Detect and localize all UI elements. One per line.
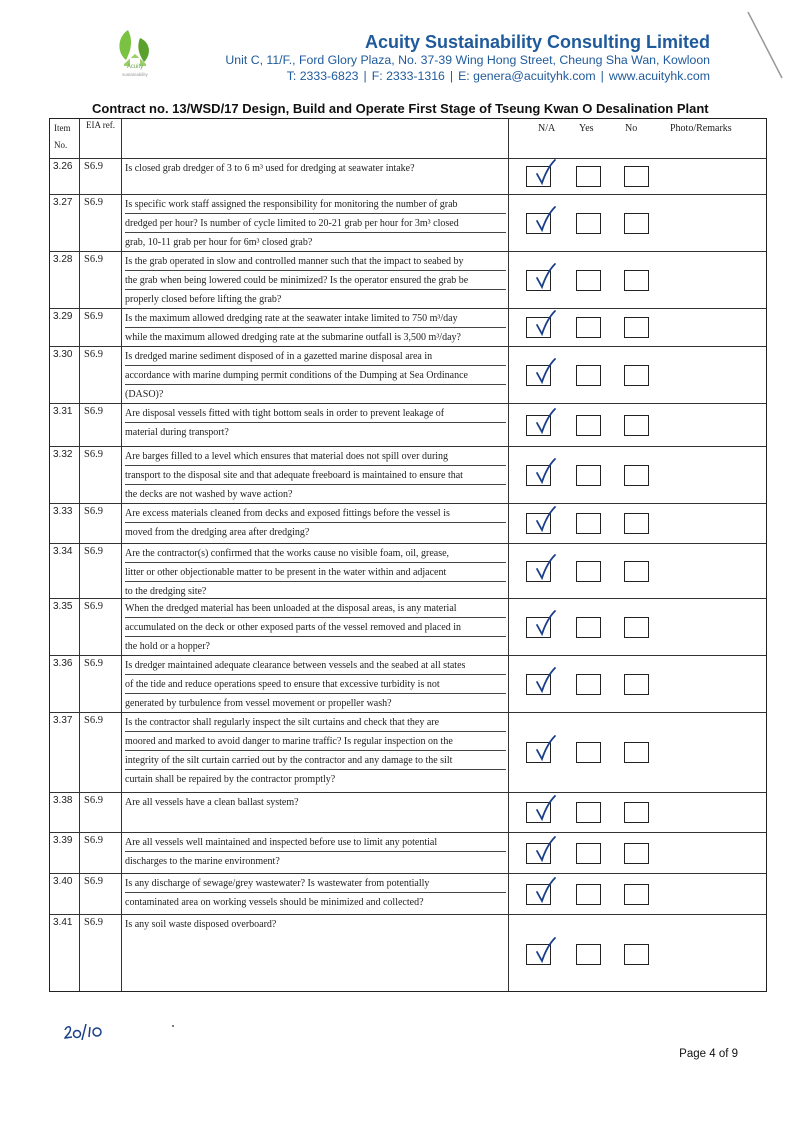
item-number: 3.39 [53,835,73,846]
item-number: 3.28 [53,254,73,265]
company-address: Unit C, 11/F., Ford Glory Plaza, No. 37-39 Wing Hong Street, Cheung Sha Wan, Kowloon [225,53,710,67]
eia-ref: S6.9 [84,449,103,460]
handwritten-date [62,1022,106,1042]
contract-title: Contract no. 13/WSD/17 Design, Build and Operate First Stage of Tseung Kwan O Desalination Plant [92,101,709,116]
question-line: When the dredged material has been unloaded at the disposal areas, is any material [125,599,506,618]
item-number: 3.34 [53,546,73,557]
no-checkbox[interactable] [624,317,649,338]
checkmark-icon [528,407,558,437]
eia-ref: S6.9 [84,254,103,265]
question-text [125,915,506,934]
question-line: litter or other objectionable matter to be present in the water within and adjacent [125,563,506,582]
yes-checkbox[interactable] [576,742,601,763]
yes-checkbox[interactable] [576,415,601,436]
no-checkbox[interactable] [624,465,649,486]
question-line: grab, 10-11 grab per hour for 6m³ closed grab? [125,237,313,248]
yes-checkbox[interactable] [576,317,601,338]
question-text [125,309,506,347]
header-item-no: Item No. [54,123,71,150]
question-text [125,713,506,789]
question-line: Is the grab operated in slow and controlled manner such that the impact to seabed by [125,252,506,271]
scan-edge-mark [740,10,790,80]
question-line: the decks are not washed by wave action? [125,489,293,500]
item-number: 3.33 [53,506,73,517]
question-line: generated by turbulence from vessel movement or propeller wash? [125,698,392,709]
question-line: to the dredging site? [125,586,207,597]
table-row [50,792,766,832]
item-number: 3.35 [53,601,73,612]
page-number: Page 4 of 9 [679,1048,738,1060]
eia-ref: S6.9 [84,917,103,928]
yes-checkbox[interactable] [576,465,601,486]
table-row [50,914,766,993]
question-line: accordance with marine dumping permit conditions of the Dumping at Sea Ordinance [125,366,506,385]
checkmark-icon [528,357,558,387]
question-text [125,347,506,404]
no-checkbox[interactable] [624,802,649,823]
question-text [125,656,506,713]
header-na: N/A [538,123,556,134]
question-text [125,874,506,912]
no-checkbox[interactable] [624,561,649,582]
no-checkbox[interactable] [624,513,649,534]
question-line: Is dredged marine sediment disposed of in a gazetted marine disposal area in [125,347,506,366]
eia-ref: S6.9 [84,876,103,887]
question-text [125,447,506,504]
checkmark-icon [528,505,558,535]
yes-checkbox[interactable] [576,213,601,234]
question-line: Is closed grab dredger of 3 to 6 m³ used for dredging at seawater intake? [125,163,415,174]
item-number: 3.41 [53,917,73,928]
table-row [50,832,766,873]
table-row [50,598,766,655]
checkmark-icon [528,205,558,235]
question-line: while the maximum allowed dredging rate at the submarine outfall is 3,500 m³/day? [125,332,461,343]
question-line: material during transport? [125,427,229,438]
table-row [50,712,766,792]
question-line: Is dredger maintained adequate clearance between vessels and the seabed at all states [125,656,506,675]
table-row [50,873,766,914]
fax: F: 2333-1316 [371,69,445,83]
question-line: Is any discharge of sewage/grey wastewater? Is wastewater from potentially [125,874,506,893]
email: E: genera@acuityhk.com [458,69,596,83]
eia-ref: S6.9 [84,658,103,669]
checkmark-icon [528,309,558,339]
item-number: 3.36 [53,658,73,669]
table-row [50,251,766,308]
question-text [125,599,506,656]
company-contact: T: 2333-6823 | F: 2333-1316 | E: genera@acuityhk.com | www.acuityhk.com [286,69,710,83]
checklist-table [49,118,767,992]
logo-subtext: sustainability [122,72,148,77]
question-text [125,544,506,601]
question-line: Is any soil waste disposed overboard? [125,919,277,930]
eia-ref: S6.9 [84,349,103,360]
table-row [50,194,766,251]
table-row [50,346,766,403]
eia-ref: S6.9 [84,406,103,417]
no-checkbox[interactable] [624,270,649,291]
item-number: 3.31 [53,406,73,417]
question-line: moored and marked to avoid danger to marine traffic? Is regular inspection on the [125,732,506,751]
website: www.acuityhk.com [608,69,710,83]
header-yes: Yes [579,123,594,134]
table-row [50,308,766,346]
question-line: Are barges filled to a level which ensures that material does not spill over during [125,447,506,466]
checkmark-icon [528,876,558,906]
item-number: 3.30 [53,349,73,360]
question-line: Are all vessels have a clean ballast system? [125,797,299,808]
question-line: accumulated on the deck or other exposed parts of the vessel removed and placed in [125,618,506,637]
question-line: discharges to the marine environment? [125,856,280,867]
no-checkbox[interactable] [624,365,649,386]
question-line: curtain shall be repaired by the contractor promptly? [125,774,336,785]
yes-checkbox[interactable] [576,365,601,386]
item-number: 3.37 [53,715,73,726]
question-line: moved from the dredging area after dredging? [125,527,310,538]
question-line: integrity of the silt curtain carried out by the contractor and any damage to the silt [125,751,506,770]
no-checkbox[interactable] [624,415,649,436]
checkmark-icon [528,262,558,292]
item-number: 3.26 [53,161,73,172]
table-row [50,158,766,194]
no-checkbox[interactable] [624,884,649,905]
item-number: 3.32 [53,449,73,460]
eia-ref: S6.9 [84,161,103,172]
question-line: transport to the disposal site and that adequate freeboard is maintained to ensure that [125,466,506,485]
no-checkbox[interactable] [624,742,649,763]
eia-ref: S6.9 [84,506,103,517]
checkmark-icon [528,734,558,764]
yes-checkbox[interactable] [576,561,601,582]
question-text [125,404,506,442]
header-no: No [625,123,638,134]
scan-speck [172,1025,174,1027]
yes-checkbox[interactable] [576,166,601,187]
no-checkbox[interactable] [624,674,649,695]
question-line: (DASO)? [125,389,164,400]
eia-ref: S6.9 [84,197,103,208]
checkmark-icon [528,553,558,583]
eia-ref: S6.9 [84,835,103,846]
eia-ref: S6.9 [84,715,103,726]
item-number: 3.38 [53,795,73,806]
eia-ref: S6.9 [84,795,103,806]
yes-checkbox[interactable] [576,843,601,864]
question-line: the grab when being lowered could be minimized? Is the operator ensured the grab be [125,271,506,290]
logo-text: Acuity [126,64,144,70]
question-line: Is the maximum allowed dredging rate at the seawater intake limited to 750 m³/day [125,309,506,328]
company-name: Acuity Sustainability Consulting Limited [364,32,710,52]
telephone: T: 2333-6823 [286,69,359,83]
no-checkbox[interactable] [624,843,649,864]
item-number: 3.27 [53,197,73,208]
question-line: Are the contractor(s) confirmed that the works cause no visible foam, oil, grease, [125,544,506,563]
checkmark-icon [528,835,558,865]
checkmark-icon [528,936,558,966]
question-line: Are all vessels well maintained and inspected before use to limit any potential [125,833,506,852]
yes-checkbox[interactable] [576,617,601,638]
table-row [50,655,766,712]
checkmark-icon [528,609,558,639]
yes-checkbox[interactable] [576,270,601,291]
question-line: of the tide and reduce operations speed to ensure that excessive turbidity is not [125,675,506,694]
no-checkbox[interactable] [624,166,649,187]
question-text [125,793,506,812]
header-eia-ref: EIA ref. [86,120,115,130]
item-number: 3.29 [53,311,73,322]
yes-checkbox[interactable] [576,674,601,695]
table-row [50,403,766,446]
table-row [50,503,766,543]
question-text [125,833,506,871]
yes-checkbox[interactable] [576,944,601,965]
no-checkbox[interactable] [624,944,649,965]
no-checkbox[interactable] [624,213,649,234]
question-line: the hold or a hopper? [125,641,210,652]
checkmark-icon [528,794,558,824]
question-line: properly closed before lifting the grab? [125,294,282,305]
question-text [125,159,506,178]
yes-checkbox[interactable] [576,884,601,905]
question-line: Is specific work staff assigned the responsibility for monitoring the number of grab [125,195,506,214]
checkmark-icon [528,457,558,487]
eia-ref: S6.9 [84,311,103,322]
no-checkbox[interactable] [624,617,649,638]
yes-checkbox[interactable] [576,513,601,534]
checkmark-icon [528,666,558,696]
item-number: 3.40 [53,876,73,887]
question-line: contaminated area on working vessels should be minimized and collected? [125,897,424,908]
question-line: Is the contractor shall regularly inspect the silt curtains and check that they are [125,713,506,732]
question-text [125,504,506,542]
table-row [50,543,766,598]
question-text [125,252,506,309]
question-line: Are disposal vessels fitted with tight bottom seals in order to prevent leakage of [125,404,506,423]
eia-ref: S6.9 [84,601,103,612]
eia-ref: S6.9 [84,546,103,557]
checkmark-icon [528,158,558,188]
question-line: dredged per hour? Is number of cycle limited to 20-21 grab per hour for 3m³ closed [125,214,506,233]
yes-checkbox[interactable] [576,802,601,823]
table-row [50,446,766,503]
header-photo-remarks: Photo/Remarks [670,123,732,134]
question-line: Are excess materials cleaned from decks and exposed fittings before the vessel is [125,504,506,523]
question-text [125,195,506,252]
